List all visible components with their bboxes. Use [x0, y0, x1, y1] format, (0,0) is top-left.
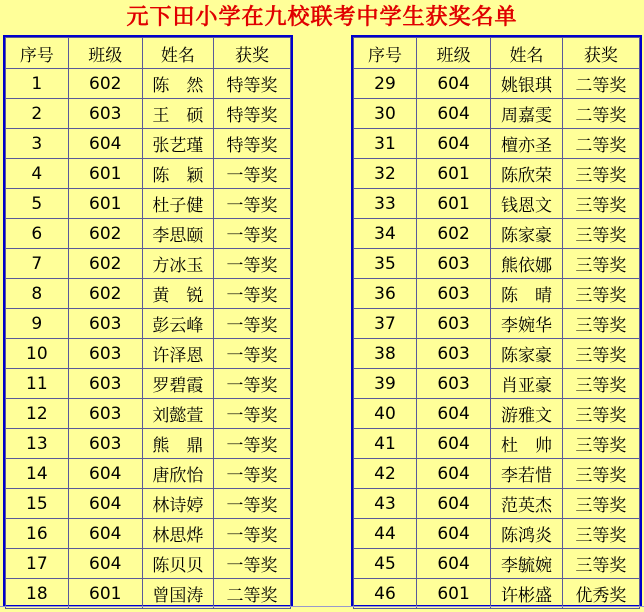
cell-number: 36 — [354, 279, 417, 309]
table-row — [354, 579, 640, 609]
cell-class: 603 — [68, 399, 142, 429]
cell-name: 曾国涛 — [142, 579, 213, 609]
header-name: 姓名 — [491, 38, 563, 69]
cell-number: 14 — [6, 459, 69, 489]
cell-name: 张艺瑾 — [142, 129, 213, 159]
cell-award: 三等奖 — [562, 249, 639, 279]
cell-class: 604 — [416, 459, 490, 489]
cell-class: 601 — [416, 189, 490, 219]
table-row — [354, 189, 640, 219]
cell-class: 603 — [416, 279, 490, 309]
cell-class: 604 — [416, 129, 490, 159]
table-row — [6, 369, 291, 399]
cell-award: 一等奖 — [214, 279, 291, 309]
cell-name: 杜子健 — [142, 189, 213, 219]
cell-award: 三等奖 — [562, 489, 639, 519]
table-row — [354, 549, 640, 579]
cell-class: 603 — [416, 249, 490, 279]
cell-number: 31 — [354, 129, 417, 159]
cell-number: 10 — [6, 339, 69, 369]
cell-award: 三等奖 — [562, 339, 639, 369]
cell-class: 604 — [416, 69, 490, 99]
cell-class: 603 — [68, 99, 142, 129]
table-row — [6, 99, 291, 129]
cell-award: 三等奖 — [562, 459, 639, 489]
cell-award: 一等奖 — [214, 309, 291, 339]
cell-class: 604 — [416, 429, 490, 459]
cell-award: 三等奖 — [562, 519, 639, 549]
cell-number: 44 — [354, 519, 417, 549]
cell-name: 陈家豪 — [491, 339, 563, 369]
cell-award: 三等奖 — [562, 369, 639, 399]
cell-award: 特等奖 — [214, 99, 291, 129]
cell-award: 一等奖 — [214, 369, 291, 399]
cell-name: 王 硕 — [142, 99, 213, 129]
cell-name: 陈家豪 — [491, 219, 563, 249]
cell-class: 604 — [68, 519, 142, 549]
cell-name: 黄 锐 — [142, 279, 213, 309]
cell-number: 30 — [354, 99, 417, 129]
cell-award: 二等奖 — [562, 129, 639, 159]
header-row — [6, 38, 291, 69]
cell-name: 周嘉雯 — [491, 99, 563, 129]
cell-class: 602 — [68, 69, 142, 99]
page-title: 元下田小学在九校联考中学生获奖名单 — [126, 4, 518, 30]
cell-class: 601 — [416, 159, 490, 189]
cell-award: 一等奖 — [214, 549, 291, 579]
cell-name: 唐欣怡 — [142, 459, 213, 489]
cell-award: 三等奖 — [562, 549, 639, 579]
right-award-table — [353, 37, 640, 609]
table-row — [6, 219, 291, 249]
cell-name: 林思烨 — [142, 519, 213, 549]
right-table-body — [354, 69, 640, 609]
cell-name: 陈 颖 — [142, 159, 213, 189]
cell-class: 601 — [68, 579, 142, 609]
bottom-divider — [0, 606, 644, 607]
table-row — [354, 129, 640, 159]
cell-number: 40 — [354, 399, 417, 429]
cell-name: 陈鸿炎 — [491, 519, 563, 549]
cell-number: 37 — [354, 309, 417, 339]
table-row — [6, 69, 291, 99]
left-table-panel — [3, 35, 293, 607]
header-class: 班级 — [416, 38, 490, 69]
cell-name: 刘懿萱 — [142, 399, 213, 429]
table-row — [354, 339, 640, 369]
cell-number: 6 — [6, 219, 69, 249]
cell-number: 5 — [6, 189, 69, 219]
cell-number: 17 — [6, 549, 69, 579]
table-row — [6, 489, 291, 519]
cell-number: 35 — [354, 249, 417, 279]
table-row — [6, 129, 291, 159]
cell-name: 李毓婉 — [491, 549, 563, 579]
left-award-table — [5, 37, 291, 609]
cell-class: 602 — [68, 219, 142, 249]
table-row — [6, 519, 291, 549]
table-row — [354, 159, 640, 189]
cell-award: 优秀奖 — [562, 579, 639, 609]
cell-name: 姚银琪 — [491, 69, 563, 99]
cell-name: 许泽恩 — [142, 339, 213, 369]
cell-number: 43 — [354, 489, 417, 519]
cell-class: 602 — [68, 279, 142, 309]
cell-award: 三等奖 — [562, 159, 639, 189]
cell-class: 603 — [68, 339, 142, 369]
cell-name: 游雅文 — [491, 399, 563, 429]
cell-award: 三等奖 — [562, 309, 639, 339]
cell-name: 熊依娜 — [491, 249, 563, 279]
cell-name: 陈 然 — [142, 69, 213, 99]
table-row — [354, 249, 640, 279]
cell-class: 602 — [416, 219, 490, 249]
cell-number: 3 — [6, 129, 69, 159]
cell-number: 12 — [6, 399, 69, 429]
table-row — [6, 339, 291, 369]
cell-number: 46 — [354, 579, 417, 609]
left-table-body — [6, 69, 291, 609]
cell-number: 16 — [6, 519, 69, 549]
cell-name: 范英杰 — [491, 489, 563, 519]
cell-number: 7 — [6, 249, 69, 279]
cell-number: 32 — [354, 159, 417, 189]
cell-class: 603 — [68, 309, 142, 339]
cell-number: 38 — [354, 339, 417, 369]
cell-class: 603 — [416, 339, 490, 369]
cell-class: 604 — [68, 549, 142, 579]
cell-number: 13 — [6, 429, 69, 459]
cell-award: 特等奖 — [214, 129, 291, 159]
cell-name: 陈 晴 — [491, 279, 563, 309]
cell-number: 9 — [6, 309, 69, 339]
table-row — [6, 309, 291, 339]
cell-award: 一等奖 — [214, 489, 291, 519]
cell-award: 三等奖 — [562, 429, 639, 459]
cell-award: 一等奖 — [214, 189, 291, 219]
table-row — [354, 399, 640, 429]
header-class: 班级 — [68, 38, 142, 69]
table-row — [6, 249, 291, 279]
cell-name: 陈欣荣 — [491, 159, 563, 189]
table-row — [6, 279, 291, 309]
cell-award: 一等奖 — [214, 219, 291, 249]
cell-class: 604 — [416, 399, 490, 429]
cell-award: 一等奖 — [214, 159, 291, 189]
header-number: 序号 — [354, 38, 417, 69]
table-row — [6, 159, 291, 189]
table-row — [6, 189, 291, 219]
cell-number: 45 — [354, 549, 417, 579]
cell-name: 林诗婷 — [142, 489, 213, 519]
cell-class: 604 — [68, 459, 142, 489]
cell-award: 一等奖 — [214, 399, 291, 429]
cell-class: 604 — [416, 489, 490, 519]
cell-class: 603 — [416, 309, 490, 339]
cell-class: 604 — [416, 549, 490, 579]
table-row — [354, 309, 640, 339]
cell-award: 三等奖 — [562, 219, 639, 249]
cell-number: 4 — [6, 159, 69, 189]
cell-award: 一等奖 — [214, 459, 291, 489]
cell-class: 603 — [68, 429, 142, 459]
right-table-panel — [351, 35, 642, 607]
cell-award: 二等奖 — [562, 69, 639, 99]
cell-name: 钱恩文 — [491, 189, 563, 219]
cell-name: 杜 帅 — [491, 429, 563, 459]
table-row — [354, 99, 640, 129]
cell-award: 一等奖 — [214, 429, 291, 459]
cell-name: 李婉华 — [491, 309, 563, 339]
header-name: 姓名 — [142, 38, 213, 69]
cell-class: 603 — [68, 369, 142, 399]
cell-name: 陈贝贝 — [142, 549, 213, 579]
cell-award: 二等奖 — [562, 99, 639, 129]
cell-number: 42 — [354, 459, 417, 489]
cell-class: 604 — [416, 519, 490, 549]
table-row — [6, 579, 291, 609]
table-row — [354, 69, 640, 99]
table-row — [6, 459, 291, 489]
table-row — [6, 549, 291, 579]
cell-number: 8 — [6, 279, 69, 309]
table-row — [354, 519, 640, 549]
cell-award: 三等奖 — [562, 399, 639, 429]
header-row — [354, 38, 640, 69]
cell-class: 601 — [68, 189, 142, 219]
cell-award: 一等奖 — [214, 339, 291, 369]
cell-number: 2 — [6, 99, 69, 129]
cell-name: 彭云峰 — [142, 309, 213, 339]
cell-name: 熊 鼎 — [142, 429, 213, 459]
table-row — [354, 489, 640, 519]
header-number: 序号 — [6, 38, 69, 69]
cell-award: 三等奖 — [562, 189, 639, 219]
cell-number: 39 — [354, 369, 417, 399]
cell-number: 1 — [6, 69, 69, 99]
table-row — [6, 429, 291, 459]
cell-number: 34 — [354, 219, 417, 249]
cell-name: 肖亚豪 — [491, 369, 563, 399]
cell-number: 29 — [354, 69, 417, 99]
cell-name: 李若惜 — [491, 459, 563, 489]
cell-number: 41 — [354, 429, 417, 459]
cell-class: 601 — [416, 579, 490, 609]
cell-award: 三等奖 — [562, 279, 639, 309]
cell-class: 604 — [416, 99, 490, 129]
cell-class: 603 — [416, 369, 490, 399]
table-row — [354, 429, 640, 459]
table-row — [354, 369, 640, 399]
table-row — [354, 279, 640, 309]
cell-class: 604 — [68, 489, 142, 519]
cell-award: 二等奖 — [214, 579, 291, 609]
cell-name: 李思颐 — [142, 219, 213, 249]
cell-number: 33 — [354, 189, 417, 219]
cell-class: 602 — [68, 249, 142, 279]
table-row — [354, 219, 640, 249]
cell-name: 方冰玉 — [142, 249, 213, 279]
cell-number: 15 — [6, 489, 69, 519]
cell-name: 罗碧霞 — [142, 369, 213, 399]
header-award: 获奖 — [562, 38, 639, 69]
cell-award: 一等奖 — [214, 249, 291, 279]
cell-number: 18 — [6, 579, 69, 609]
cell-award: 一等奖 — [214, 519, 291, 549]
cell-name: 檀亦圣 — [491, 129, 563, 159]
table-row — [6, 399, 291, 429]
cell-award: 特等奖 — [214, 69, 291, 99]
cell-class: 604 — [68, 129, 142, 159]
header-award: 获奖 — [214, 38, 291, 69]
table-row — [354, 459, 640, 489]
cell-name: 许彬盛 — [491, 579, 563, 609]
cell-class: 601 — [68, 159, 142, 189]
cell-number: 11 — [6, 369, 69, 399]
